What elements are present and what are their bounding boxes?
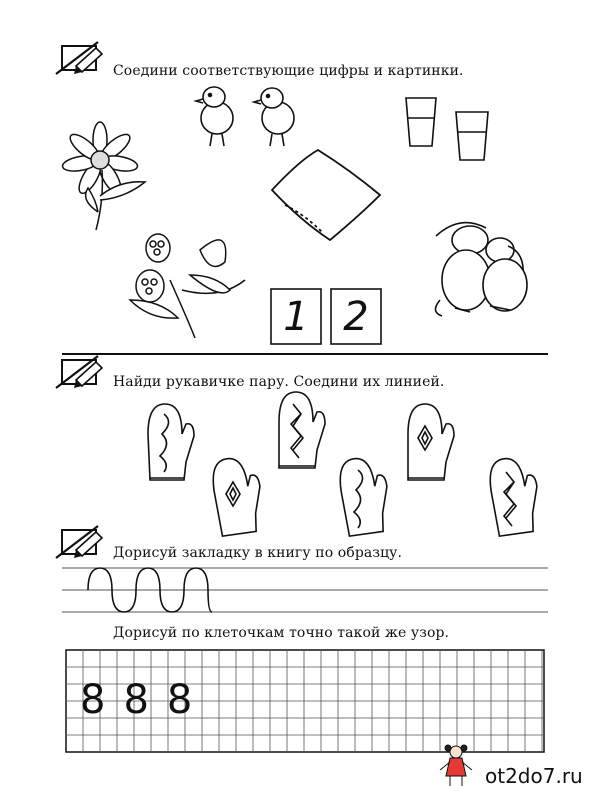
- site-brand[interactable]: ot2do7.ru: [485, 764, 583, 788]
- raspberry-picture: [130, 234, 245, 338]
- grid-pattern: [80, 677, 193, 723]
- pencil-icon: [56, 42, 102, 74]
- bookmark-lines: [62, 568, 548, 612]
- task-instruction-match: Соедини соответствующие цифры и картинки.: [113, 63, 464, 79]
- flower-picture: [61, 122, 145, 230]
- girl-logo: [440, 745, 472, 786]
- task-instruction-mittens: Найди рукавичке пару. Соедини их линией.: [113, 374, 445, 390]
- pattern-digit: 8: [80, 677, 106, 723]
- pattern-digit: 8: [166, 677, 193, 723]
- digit-box-2: 2: [343, 293, 369, 340]
- glasses-picture: [406, 98, 488, 160]
- mittens-picture: [148, 392, 543, 536]
- digit-box-1: 1: [283, 293, 309, 340]
- task-instruction-bookmark: Дорисуй закладку в книгу по образцу.: [113, 545, 403, 561]
- pencil-icon: [56, 356, 102, 388]
- pattern-digit: 8: [123, 677, 149, 723]
- rabbits-picture: [435, 223, 527, 316]
- pencil-icon: [56, 526, 102, 558]
- chicks-picture: [196, 87, 294, 146]
- task-instruction-grid: Дорисуй по клеточкам точно такой же узор.: [113, 625, 450, 641]
- pillow-picture: [272, 150, 380, 240]
